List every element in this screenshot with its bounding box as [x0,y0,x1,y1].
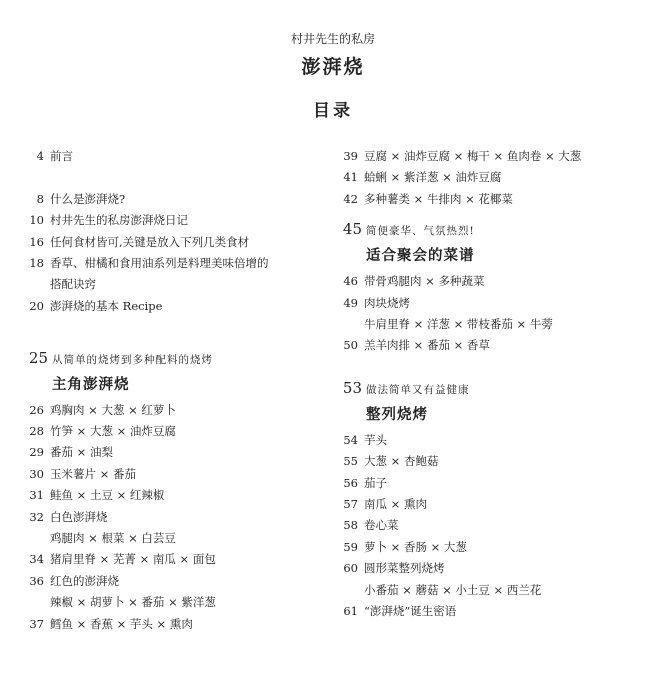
page-number: 31 [29,488,44,503]
toc-entry[interactable] [26,528,326,549]
entry-title: 鲑鱼 × 土豆 × 红辣椒 [50,488,165,503]
toc-entry[interactable] [340,335,660,356]
entry-title: 圆形菜整列烧烤 [364,561,445,576]
page-number: 18 [29,256,44,271]
entry-title: 白色澎湃烧 [50,509,108,524]
section-page: 25 [28,348,48,367]
page-number: 34 [29,552,44,567]
page-number: 42 [343,191,358,206]
page-number: 54 [343,432,358,447]
entry-title: 任何食材皆可,关键是放入下列几类食材 [50,234,250,249]
page-number: 60 [343,561,358,576]
toc-entry[interactable] [340,146,660,167]
page-number: 8 [36,191,44,206]
entry-title: 鳕鱼 × 香蕉 × 芋头 × 熏肉 [50,616,193,631]
entry-title: 大葱 × 杏鲍菇 [364,454,439,469]
entry-title: 豆腐 × 油炸豆腐 × 梅干 × 鱼肉卷 × 大葱 [364,149,582,163]
section-title: 主角澎湃烧 [52,375,130,393]
section-items [26,400,326,635]
toc-entry[interactable] [26,464,326,485]
toc-entry[interactable] [340,314,660,335]
page-number: 56 [343,475,358,490]
entry-title: 红色的澎湃烧 [50,573,119,588]
page-number: 41 [343,170,358,185]
entry-title: “澎湃烧”诞生密语 [364,604,457,619]
page-number: 55 [343,454,358,469]
entry-title: 搭配诀窍 [50,277,96,292]
toc-left-column [26,146,326,635]
page-number: 57 [343,497,358,512]
section-tagline: 从简单的烧烤到多种配料的烧烤 [52,353,213,366]
entry-title: 肉块烧烤 [364,295,410,310]
page-number: 20 [29,298,44,313]
toc-entry[interactable] [26,571,326,592]
entry-title: 猪肩里脊 × 芜菁 × 南瓜 × 面包 [50,552,216,567]
toc-entry[interactable] [26,146,326,167]
entry-title: 小番茄 × 蘑菇 × 小土豆 × 西兰花 [364,582,542,597]
section-header [340,220,660,265]
toc-entry[interactable] [340,494,660,515]
toc-entry[interactable] [26,189,326,210]
spacer [26,167,326,188]
page-number: 50 [343,338,358,353]
toc-entry[interactable] [26,421,326,442]
page-number: 49 [343,295,358,310]
entry-title: 茄子 [364,475,387,490]
entry-title: 带骨鸡腿肉 × 多种蔬菜 [364,274,485,289]
section-items [340,430,660,623]
basics-group [26,189,326,317]
toc-entry[interactable] [26,442,326,463]
toc-entry[interactable] [340,558,660,579]
toc-entry[interactable] [26,210,326,231]
toc-entry[interactable] [26,274,326,295]
toc-entry[interactable] [340,537,660,558]
toc-entry[interactable] [26,400,326,421]
toc-entry[interactable] [340,189,660,210]
entry-title: 竹笋 × 大葱 × 油炸豆腐 [50,424,176,439]
entry-title: 辣椒 × 胡萝卜 × 番茄 × 紫洋葱 [50,595,216,610]
toc-entry[interactable] [340,271,660,292]
toc-heading: 目录 [313,101,353,121]
page-number: 59 [343,539,358,554]
toc-entry[interactable] [26,614,326,635]
page-number: 58 [343,518,358,533]
toc-entry[interactable] [340,580,660,601]
page-number: 26 [29,402,44,417]
book-title: 澎湃烧 [301,56,365,78]
intro-group [26,146,326,167]
toc-entry[interactable] [340,167,660,188]
section-header [340,379,660,424]
page-number: 30 [29,466,44,481]
toc-entry[interactable] [26,549,326,570]
page-number: 36 [29,573,44,588]
book-subtitle: 村井先生的私房 [290,32,375,46]
page-number: 10 [29,213,44,228]
page-number: 28 [29,424,44,439]
toc-entry[interactable] [26,253,326,274]
continued-group [340,146,660,210]
entry-title: 村井先生的私房澎湃烧日记 [50,213,188,228]
entry-title: 鸡腿肉 × 根菜 × 白芸豆 [50,531,176,546]
toc-entry[interactable] [340,515,660,536]
entry-title: 多种薯类 × 牛排肉 × 花椰菜 [364,191,513,206]
section-header [26,349,326,394]
section-page: 53 [342,378,362,397]
toc-entry[interactable] [26,485,326,506]
page-number: 61 [343,604,358,619]
page-number: 46 [343,274,358,289]
page-number: 37 [29,616,44,631]
entry-title: 蛤蜊 × 紫洋葱 × 油炸豆腐 [364,170,502,185]
entry-title: 前言 [50,149,73,163]
toc-entry[interactable] [26,592,326,613]
section-tagline: 做法简单又有益健康 [366,383,470,396]
section-page: 45 [342,220,362,239]
page-number: 29 [29,445,44,460]
page-number: 39 [343,149,358,163]
entry-title: 番茄 × 油梨 [50,445,113,460]
toc-entry[interactable] [340,430,660,451]
entry-title: 萝卜 × 香肠 × 大葱 [364,539,467,554]
entry-title: 卷心菜 [364,518,399,533]
section-items [340,271,660,357]
entry-title: 羔羊肉排 × 番茄 × 香草 [364,338,490,353]
entry-title: 玉米薯片 × 番茄 [50,466,136,481]
page-number: 32 [29,509,44,524]
toc-right-column [340,146,660,623]
toc-entry[interactable] [340,451,660,472]
section-title: 整列烧烤 [366,405,428,423]
toc-entry[interactable] [26,507,326,528]
page-number: 4 [36,149,44,163]
section-tagline: 简便豪华、气氛热烈! [366,225,475,238]
page-number: 16 [29,234,44,249]
entry-title: 芋头 [364,432,387,447]
entry-title: 鸡胸肉 × 大葱 × 红萝卜 [50,402,176,417]
spacer [26,317,326,338]
toc-entry[interactable] [340,601,660,622]
toc-entry[interactable] [26,232,326,253]
toc-entry[interactable] [26,296,326,317]
entry-title: 澎湃烧的基本 Recipe [50,298,163,313]
entry-title: 香草、柑橘和食用油系列是料理美味倍增的 [50,256,269,271]
entry-title: 牛肩里脊 × 洋葱 × 带枝番茄 × 牛蒡 [364,317,553,332]
section-title: 适合聚会的菜谱 [366,247,475,265]
entry-title: 什么是澎湃烧? [50,191,126,206]
entry-title: 南瓜 × 熏肉 [364,497,427,512]
toc-entry[interactable] [340,473,660,494]
toc-entry[interactable] [340,293,660,314]
